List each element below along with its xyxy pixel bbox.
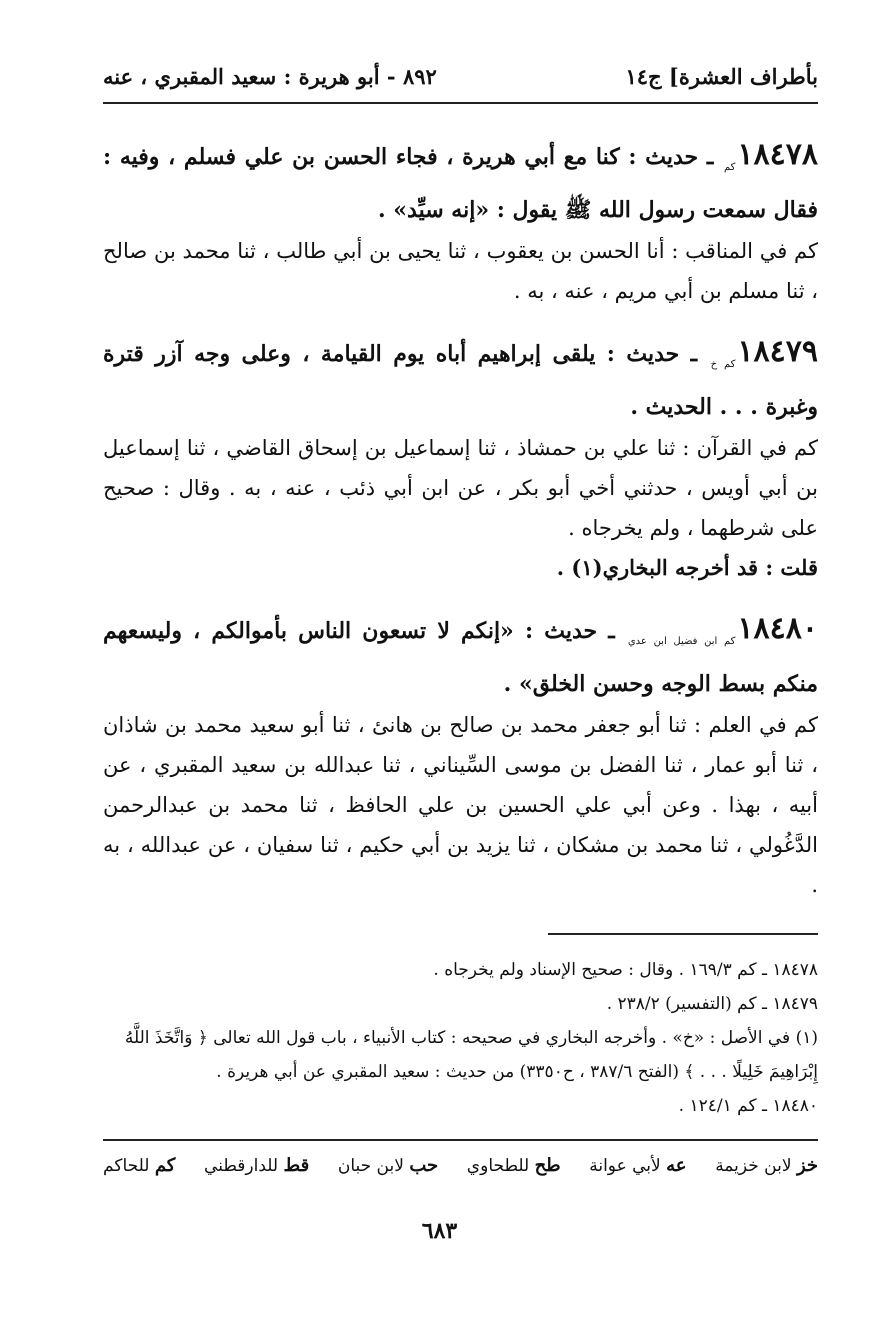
hadith-text: ـ حديث : «إنكم لا تسعون الناس بأموالكم ، وليسعهم منكم بسط الوجه وحسن الخلق» . (103, 618, 818, 697)
header-book-title: بأطراف العشرة] ج١٤ (625, 64, 818, 89)
hadith-number: ١٨٤٧٨ (737, 137, 818, 172)
hadith-number: ١٨٤٧٩ (737, 334, 818, 369)
footnote: ١٨٤٧٨ ـ كم ١٦٩/٣ . وقال : صحيح الإسناد ولم يخرجاه . (433, 960, 818, 980)
page-number: ٦٨٣ (421, 1218, 458, 1244)
hadith-lead (103, 331, 818, 428)
hadith-number: ١٨٤٨٠ (737, 611, 818, 646)
header-chapter-title: ٨٩٢ - أبو هريرة : سعيد المقبري ، عنه (103, 64, 437, 89)
running-header (103, 58, 818, 114)
legend-item: قط للدارقطني (204, 1155, 310, 1176)
header-rule (103, 102, 818, 104)
hadith-sigla: كم خ (710, 359, 736, 370)
legend-item: طح للطحاوي (466, 1155, 561, 1176)
hadith-entry (103, 134, 818, 311)
hadith-entry (103, 331, 818, 588)
footnote: ١٨٤٨٠ ـ كم ١٢٤/١ . (678, 1096, 818, 1116)
editor-note: قلت : قد أخرجه البخاري(١) . (556, 555, 818, 580)
footnote: ١٨٤٧٩ ـ كم (التفسير) ٢٣٨/٢ . (606, 994, 818, 1014)
hadith-isnad (103, 705, 818, 905)
legend-item: خز لابن خزيمة (715, 1155, 818, 1176)
hadith-text: ـ حديث : كنا مع أبي هريرة ، فجاء الحسن بن علي فسلم ، وفيه : فقال سمعت رسول الله ﷺ يقول : «إنه سيِّد» . (103, 144, 818, 223)
footnotes (103, 953, 818, 1123)
footnote-separator (548, 933, 818, 935)
hadith-lead (103, 134, 818, 231)
page (103, 58, 818, 1176)
legend-item: حب لابن حبان (337, 1155, 439, 1176)
isnad-paragraph: كم في المناقب : أنا الحسن بن يعقوب ، ثنا يحيى بن أبي طالب ، ثنا محمد بن صالح ، ثنا مسلم بن أبي مريم ، عنه ، به . (103, 239, 818, 303)
legend-rule (103, 1139, 818, 1141)
legend-item: كم للحاكم (103, 1155, 176, 1176)
isnad-paragraph: كم في القرآن : ثنا علي بن حمشاذ ، ثنا إسماعيل بن إسحاق القاضي ، ثنا إسماعيل بن أبي أويس ، حدثني أخي أبو بكر ، عن ابن أبي ذئب ، عنه ، به . وقال : صحيح على شرطهما ، ولم يخرجاه . (103, 436, 818, 540)
abbreviation-legend (103, 1155, 818, 1176)
legend-item: عه لأبي عوانة (589, 1155, 687, 1176)
hadith-text: ـ حديث : يلقى إبراهيم أباه يوم القيامة ، وعلى وجه آزر قترة وغبرة . . . الحديث . (103, 341, 818, 420)
hadith-isnad (103, 231, 818, 311)
hadith-lead (103, 608, 818, 705)
hadith-sigla: كم ابن فضيل ابن عدي (627, 636, 736, 647)
hadith-sigla: كم (723, 162, 736, 173)
isnad-paragraph: كم في العلم : ثنا أبو جعفر محمد بن صالح بن هانئ ، ثنا أبو سعيد محمد بن شاذان ، ثنا أبو عمار ، ثنا الفضل بن موسى السِّيناني ، ثنا عبدالله بن سعيد المقبري ، عن أبيه ، بهذا . وعن أبي علي الحسين بن علي الحافظ ، ثنا محمد بن عبدالرحمن الدَّغُولي ، ثنا محمد بن مشكان ، ثنا يزيد بن أبي حكيم ، ثنا سفيان ، عن عبدالله ، به . (103, 713, 818, 897)
footnote: (١) في الأصل : «خ» . وأخرجه البخاري في صحيحه : كتاب الأنبياء ، باب قول الله تعالى ﴿ وَاتَّخَذَ اللَّهُ إِبْرَاهِيمَ خَلِيلًا . . . ﴾ (الفتح ٣٨٧/٦ ، ح٣٣٥٠) من حديث : سعيد المقبري عن أبي هريرة . (124, 1028, 818, 1082)
hadith-entry (103, 608, 818, 905)
hadith-isnad (103, 428, 818, 548)
